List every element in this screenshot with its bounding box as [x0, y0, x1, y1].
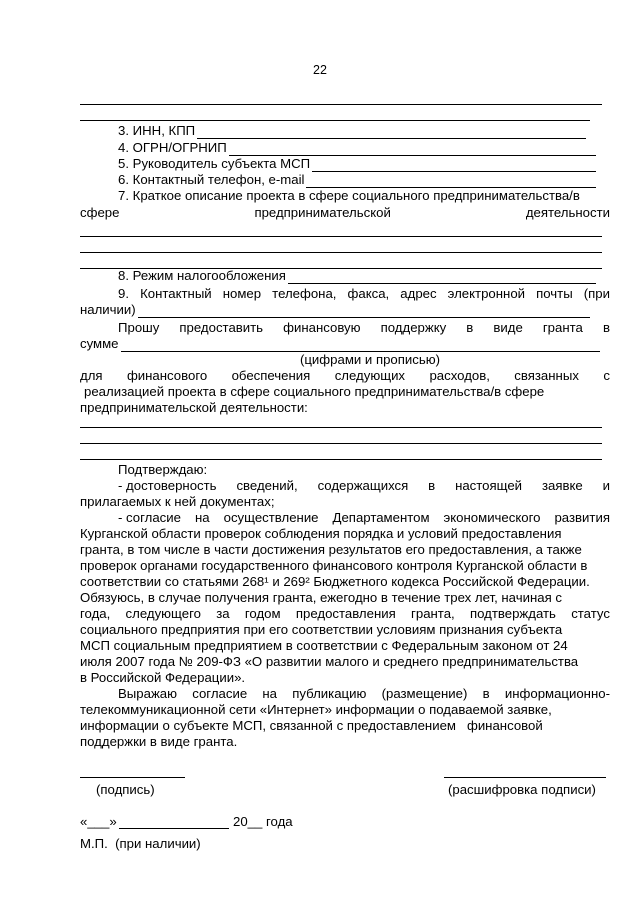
confirm-p2-line-1: - согласие на осуществление Департаментом экономического развития [118, 510, 610, 525]
decoding-line [444, 777, 606, 778]
amount-hint: (цифрами и прописью) [299, 352, 441, 367]
head-label: 5. Руководитель субъекта МСП [118, 156, 311, 171]
blank-line [80, 252, 602, 253]
tax-line [288, 271, 596, 284]
confirm-p2-line-2: Курганской области проверок соблюдения порядка и условий предоставления [80, 526, 562, 541]
confirm-p4-line-3: информации о субъекте МСП, связанной с предоставлением финансовой [80, 718, 543, 733]
signature-line [80, 777, 185, 778]
ogrn-line [229, 143, 596, 156]
confirm-title: Подтверждаю: [118, 462, 208, 477]
request-line-3: для финансового обеспечения следующих расходов, связанных с [80, 368, 610, 383]
confirm-p3-line-5: июля 2007 года № 209-ФЗ «О развитии малого и среднего предпринимательства [80, 654, 579, 669]
request-line-4: реализацией проекта в сфере социального предпринимательства/в сфере [84, 384, 545, 399]
desc-line-1: 7. Краткое описание проекта в сфере социального предпринимательства/в [118, 188, 580, 203]
decoding-label: (расшифровка подписи) [448, 782, 596, 797]
head-line [312, 159, 596, 172]
inn-kpp-label: 3. ИНН, КПП [118, 123, 196, 138]
contact-phone-label: 6. Контактный телефон, e-mail [118, 172, 305, 187]
ogrn-label: 4. ОГРН/ОГРНИП [118, 140, 227, 155]
confirm-p3-line-4: МСП социальным предприятием в соответствии с Федеральным законом от 24 [80, 638, 568, 653]
date-month-line [119, 828, 229, 829]
confirm-p4-line-4: поддержки в виде гранта. [80, 734, 238, 749]
amount-line [121, 339, 600, 352]
confirm-p1-line-1: - достоверность сведений, содержащихся в настоящей заявке и [118, 478, 610, 493]
blank-line [80, 443, 602, 444]
tax-label: 8. Режим налогообложения [118, 268, 286, 283]
contacts-label: наличии) [80, 302, 136, 317]
blank-line [80, 120, 590, 121]
blank-line [80, 104, 602, 105]
page-number: 22 [313, 63, 327, 77]
amount-label: сумме [80, 336, 119, 351]
confirm-p4-line-2: телекоммуникационной сети «Интернет» информации о подаваемой заявке, [80, 702, 552, 717]
tax-field [118, 268, 596, 284]
head-field [118, 156, 596, 172]
blank-line [80, 427, 602, 428]
blank-line [80, 459, 602, 460]
desc-line-2: сфере предпринимательской деятельности [80, 205, 610, 220]
contacts-line-1: 9. Контактный номер телефона, факса, адрес электронной почты (при [118, 286, 610, 301]
request-line-5: предпринимательской деятельности: [80, 400, 308, 415]
confirm-p1-line-2: прилагаемых к ней документах; [80, 494, 275, 509]
request-line-1: Прошу предоставить финансовую поддержку в виде гранта в [118, 320, 610, 335]
date-day: «___» [80, 814, 117, 829]
confirm-p2-line-5: соответствии со статьями 268¹ и 269² Бюджетного кодекса Российской Федерации. [80, 574, 590, 589]
confirm-p2-line-3: гранта, в том числе в части достижения результатов его предоставления, а также [80, 542, 582, 557]
ogrn-field [118, 140, 596, 156]
stamp-label: М.П. (при наличии) [80, 836, 201, 851]
confirm-p3-line-6: в Российской Федерации». [80, 670, 246, 685]
contacts-field [80, 302, 590, 318]
contact-phone-field [118, 172, 596, 188]
confirm-p3-line-1: Обязуюсь, в случае получения гранта, ежегодно в течение трех лет, начиная с [80, 590, 562, 605]
confirm-p4-line-1: Выражаю согласие на публикацию (размещение) в информационно- [118, 686, 610, 701]
date-year: 20__ года [233, 814, 293, 829]
inn-kpp-line [197, 126, 586, 139]
confirm-p2-line-4: проверок органами государственного финансового контроля Курганской области в [80, 558, 588, 573]
inn-kpp-field [118, 123, 586, 139]
confirm-p3-line-2: года, следующего за годом предоставления гранта, подтверждать статус [80, 606, 610, 621]
amount-field [80, 336, 600, 352]
contacts-line [138, 305, 590, 318]
contact-phone-line [306, 175, 596, 188]
signature-label: (подпись) [96, 782, 155, 797]
blank-line [80, 236, 602, 237]
confirm-p3-line-3: социального предприятия при его соответствии условиям признания субъекта [80, 622, 563, 637]
